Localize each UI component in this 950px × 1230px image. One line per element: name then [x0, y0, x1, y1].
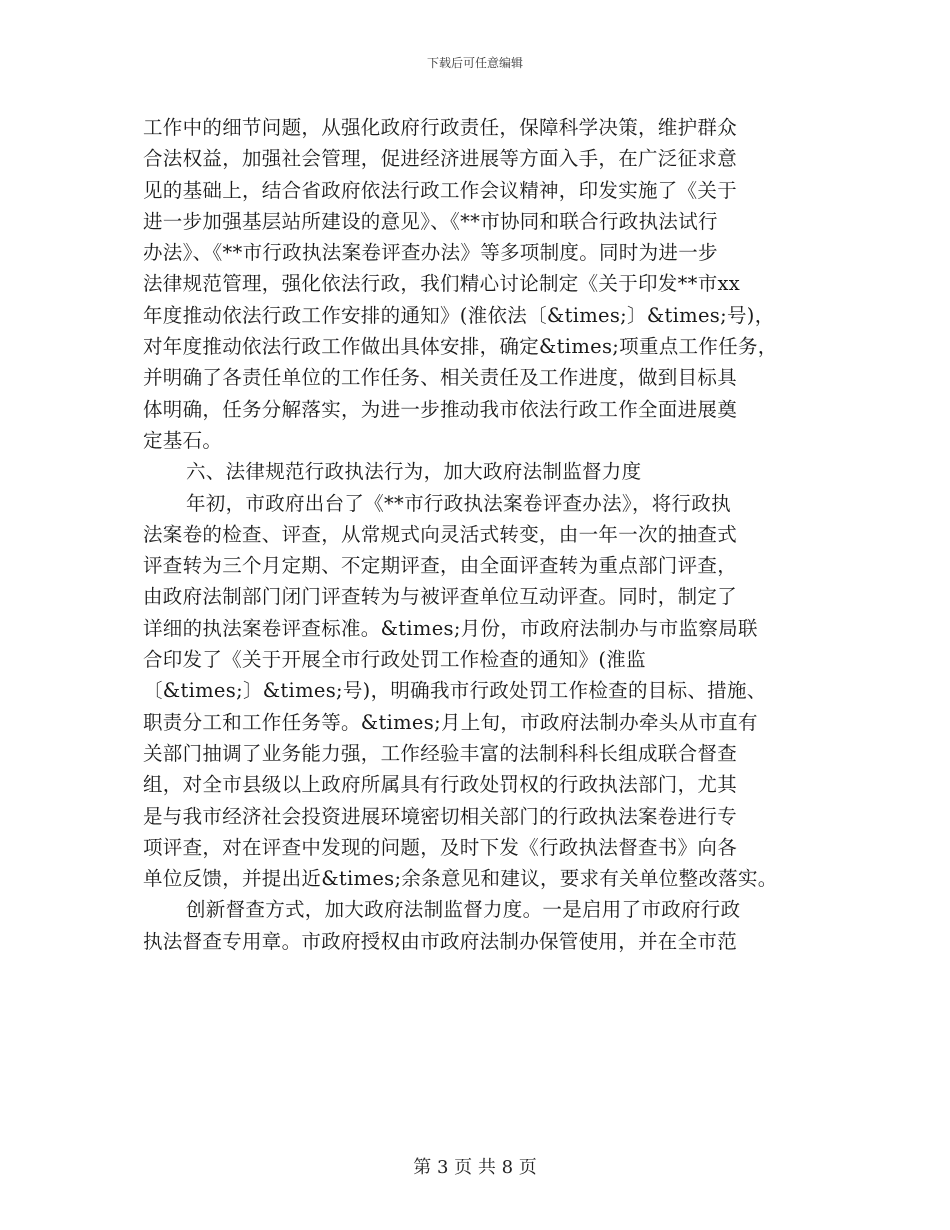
text-line: 单位反馈，并提出近&times;余条意见和建议，要求有关单位整改落实。 [143, 867, 778, 891]
text-line: 详细的执法案卷评查标准。&times;月份，市政府法制办与市监察局联 [143, 616, 758, 640]
text-line: 创新督查方式，加大政府法制监督力度。一是启用了市政府行政 [186, 898, 741, 922]
text-line: 工作中的细节问题，从强化政府行政责任，保障科学决策，维护群众 [143, 116, 738, 139]
page-footer: 第 3 页 共 8 页 [413, 1157, 537, 1178]
text-line: 体明确，任务分解落实，为进一步推动我市依法行政工作全面进展奠 [143, 397, 738, 421]
text-line: 年度推动依法行政工作安排的通知》(淮依法〔&times;〕&times;号)， [143, 303, 775, 327]
text-line: 见的基础上，结合省政府依法行政工作会议精神，印发实施了《关于 [143, 178, 738, 202]
text-line: 进一步加强基层站所建设的意见》、《**市协同和联合行政执法试行 [143, 209, 718, 233]
text-line: 执法督查专用章。市政府授权由市政府法制办保管使用，并在全市范 [143, 929, 738, 953]
text-line: 关部门抽调了业务能力强，工作经验丰富的法制科科长组成联合督查 [143, 741, 738, 765]
text-line: 法案卷的检查、评查，从常规式向灵活式转变，由一年一次的抽查式 [143, 522, 738, 546]
text-line: 法律规范管理，强化依法行政，我们精心讨论制定《关于印发**市xx [143, 272, 741, 296]
text-line: 是与我市经济社会投资进展环境密切相关部门的行政执法案卷进行专 [143, 804, 738, 828]
text-line: 并明确了各责任单位的工作任务、相关责任及工作进度，做到目标具 [143, 366, 738, 390]
text-line: 合法权益，加强社会管理，促进经济进展等方面入手，在广泛征求意 [143, 147, 738, 171]
text-line: 六、法律规范行政执法行为，加大政府法制监督力度 [186, 460, 642, 484]
document-body [143, 112, 833, 957]
text-line: 合印发了《关于开展全市行政处罚工作检查的通知》(淮监 [143, 648, 646, 672]
text-line: 办法》、《**市行政执法案卷评查办法》等多项制度。同时为进一步 [143, 241, 718, 265]
page-header: 下载后可任意编辑 [426, 56, 523, 70]
text-line: 项评查，对在评查中发现的问题，及时下发《行政执法督查书》向各 [143, 835, 738, 859]
text-line: 组，对全市县级以上政府所属具有行政处罚权的行政执法部门，尤其 [143, 773, 738, 797]
text-line: 评查转为三个月定期、不定期评查，由全面评查转为重点部门评查， [143, 554, 738, 578]
text-line: 对年度推动依法行政工作做出具体安排，确定&times;项重点工作任务， [143, 335, 778, 359]
text-line: 定基石。 [143, 428, 223, 452]
text-line: 〔&times;〕&times;号)，明确我市行政处罚工作检查的目标、措施、 [143, 679, 767, 703]
text-line: 年初，市政府出台了《**市行政执法案卷评查办法》，将行政执 [186, 491, 731, 515]
text-line: 由政府法制部门闭门评查转为与被评查单位互动评查。同时，制定了 [143, 585, 738, 609]
text-line: 职责分工和工作任务等。&times;月上旬，市政府法制办牵头从市直有 [143, 710, 758, 734]
